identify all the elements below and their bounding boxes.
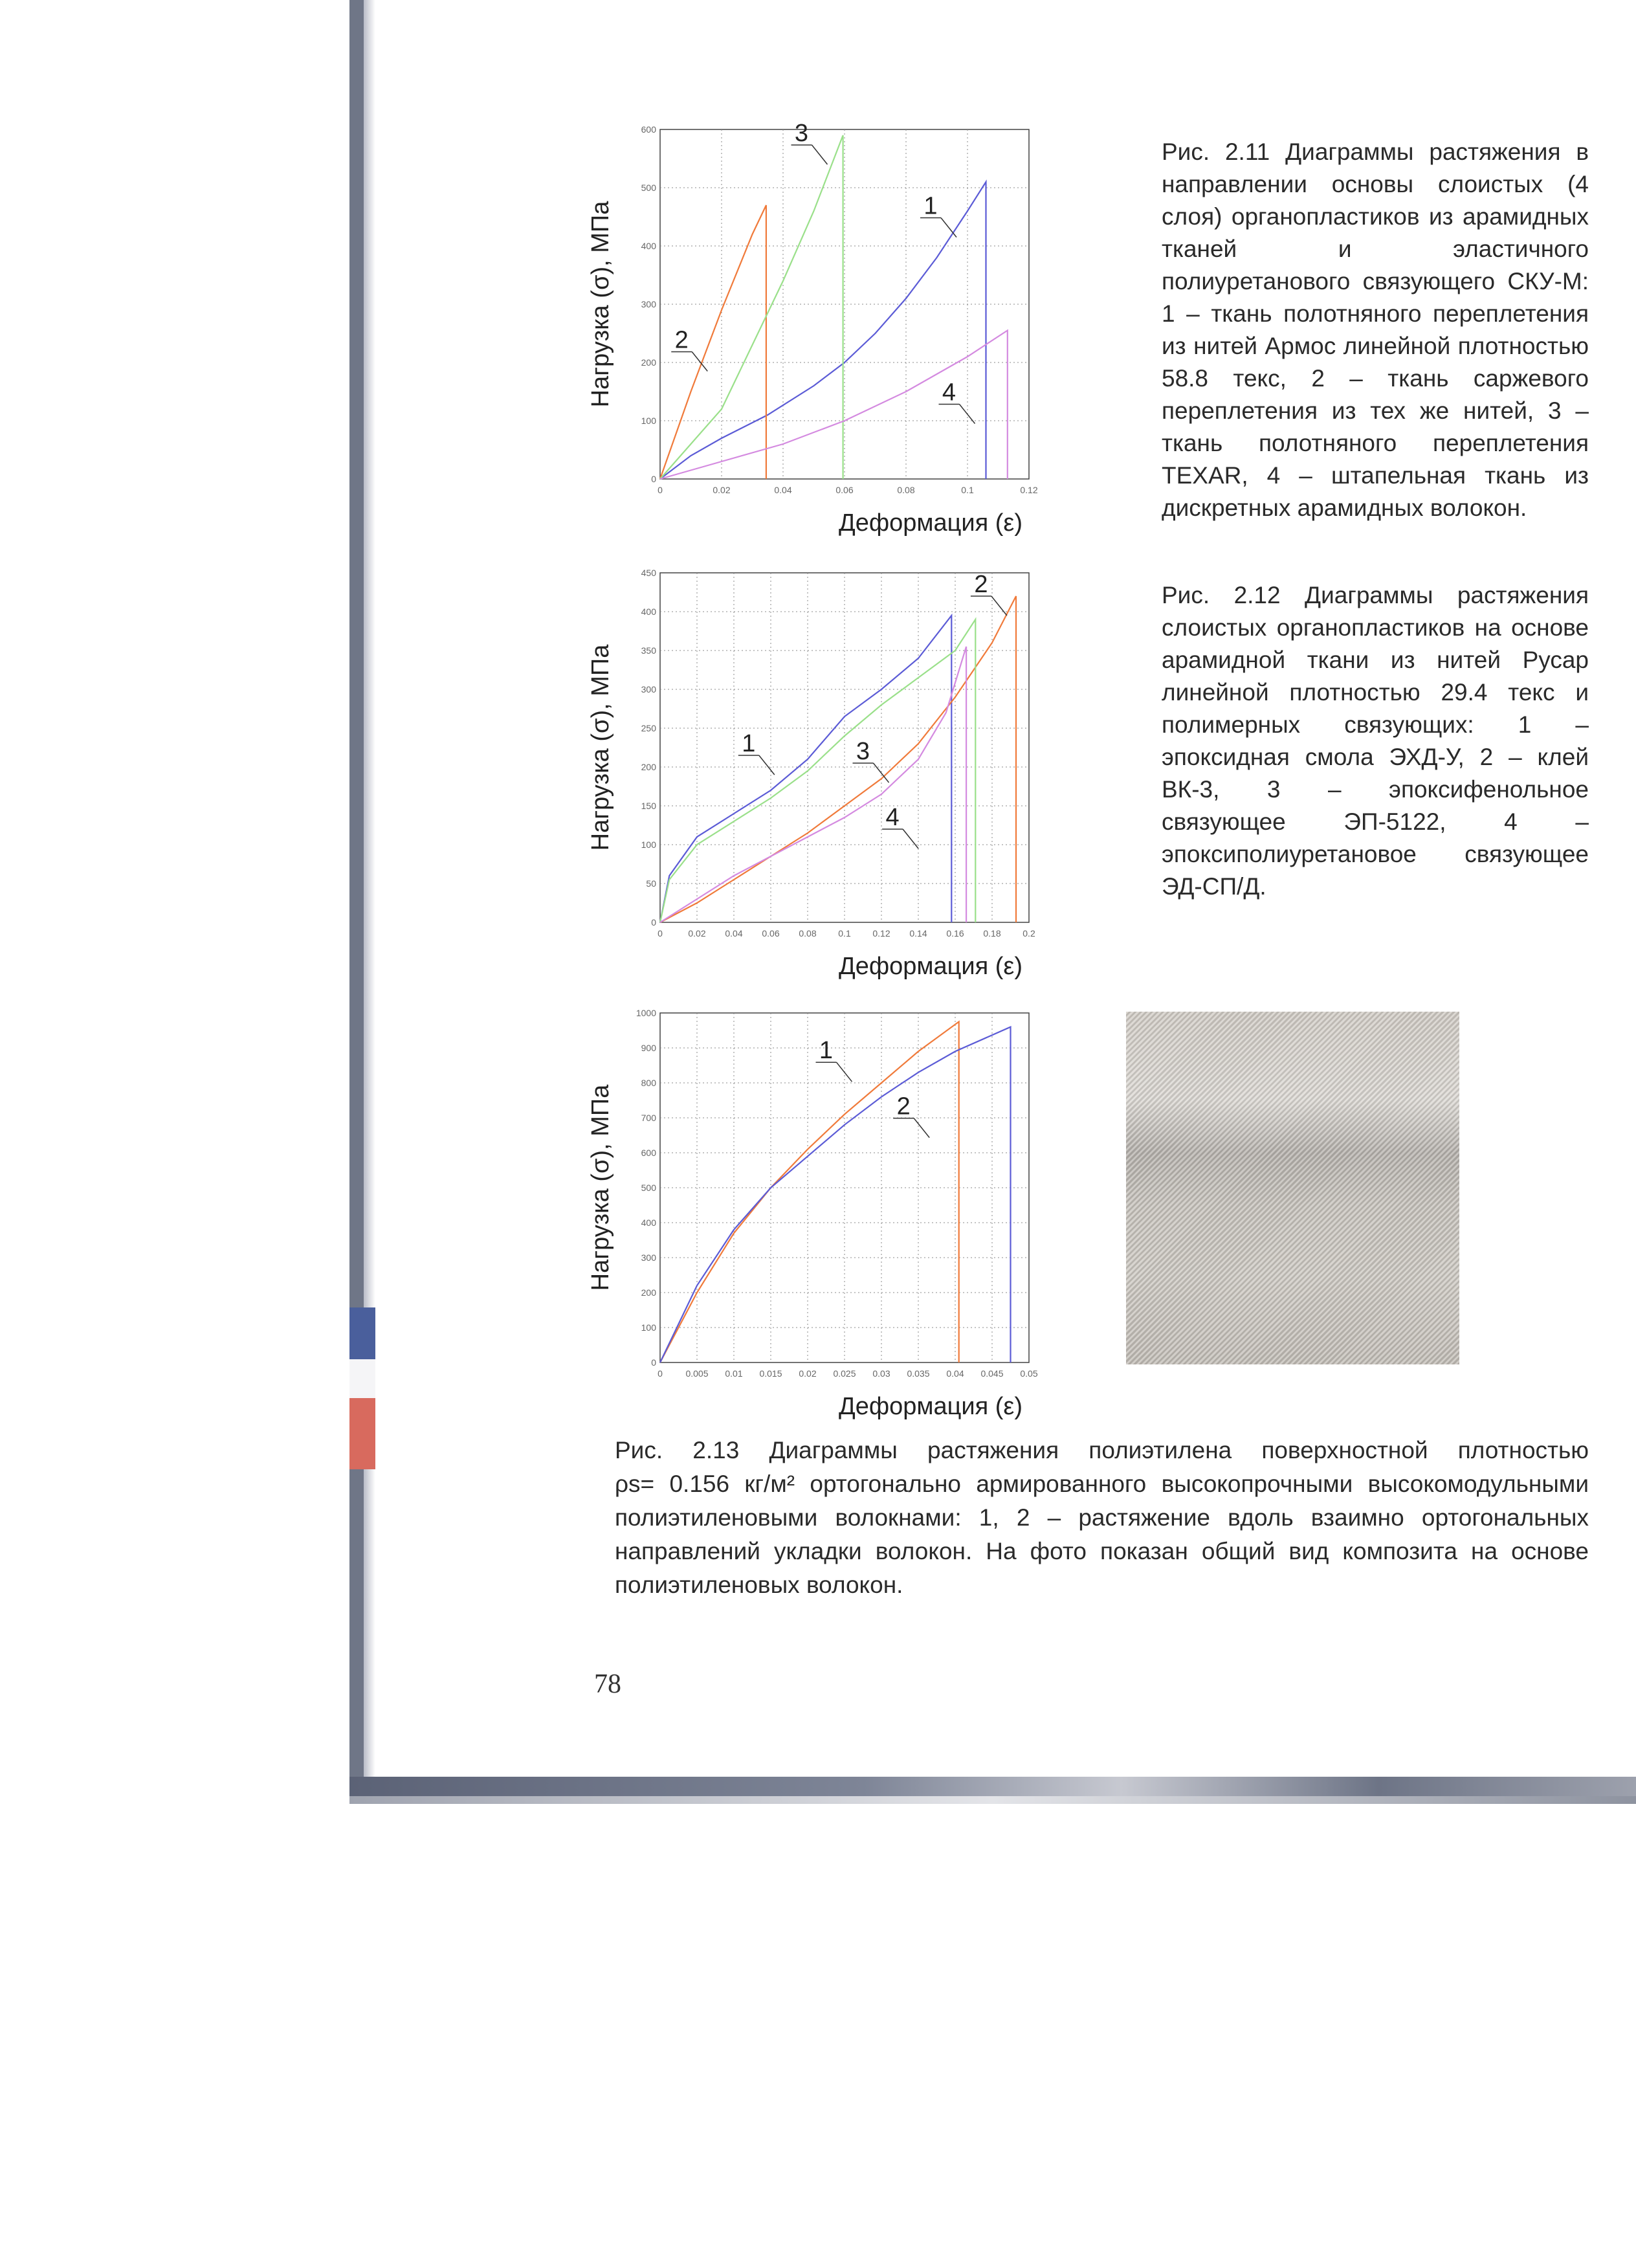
- y-tick-label: 600: [641, 124, 656, 135]
- x-tick-label: 0.005: [685, 1368, 709, 1379]
- x-axis-title: Деформация (ε): [838, 509, 1022, 537]
- y-tick-label: 400: [641, 1217, 656, 1228]
- figure-2-11-caption: [1162, 136, 1589, 524]
- curve-label-4: 4: [942, 379, 956, 406]
- x-tick-label: 0.18: [983, 928, 1001, 939]
- figure-2-13-caption-text: [615, 1434, 1589, 1602]
- figure-2-13-caption-part-b: ортогонально армированного высокопрочными высокомодульными полиэтиленовыми волокнами: 1, 2 – растяжение вдоль взаимно ортогональных направлений укладки волокон. На фото показан общий вид композита на основе полиэтиленовых волокон.: [615, 1471, 1589, 1598]
- curve-label-1: 1: [819, 1037, 834, 1065]
- spine-stripe-blue: [349, 1307, 375, 1359]
- page-number: 78: [594, 1669, 621, 1699]
- page-bottom-edge: [349, 1777, 1636, 1796]
- y-tick-label: 250: [641, 723, 656, 733]
- y-tick-label: 100: [641, 416, 656, 426]
- curve-label-1: 1: [742, 730, 756, 757]
- x-tick-label: 0.035: [907, 1368, 930, 1379]
- figure-2-11-svg: [569, 117, 1139, 557]
- curve-label-leader: [837, 1062, 852, 1082]
- series-line-4: [660, 647, 966, 922]
- curve-label-2: 2: [896, 1093, 911, 1120]
- x-tick-label: 0.12: [1020, 485, 1038, 495]
- spine-stripe-red: [349, 1398, 375, 1469]
- x-tick-label: 0.02: [688, 928, 706, 939]
- figure-2-12-chart: [569, 560, 1139, 1000]
- x-tick-label: 0.12: [872, 928, 890, 939]
- curve-label-leader: [991, 596, 1007, 616]
- y-tick-label: 350: [641, 645, 656, 656]
- y-tick-label: 1000: [636, 1008, 656, 1018]
- y-tick-label: 500: [641, 183, 656, 193]
- curve-label-1: 1: [923, 192, 938, 220]
- x-tick-label: 0.01: [725, 1368, 743, 1379]
- series-line-2: [660, 596, 1016, 922]
- y-tick-label: 0: [651, 917, 656, 928]
- x-axis-title: Деформация (ε): [838, 953, 1022, 980]
- curve-label-3: 3: [794, 120, 809, 147]
- curve-label-leader: [903, 829, 918, 849]
- y-tick-label: 0: [651, 474, 656, 484]
- book-spine: [349, 0, 364, 1799]
- y-tick-label: 200: [641, 357, 656, 368]
- x-tick-label: 0.02: [799, 1368, 817, 1379]
- x-tick-label: 0.08: [897, 485, 915, 495]
- y-axis-title: Нагрузка (σ), МПа: [587, 644, 614, 851]
- curve-label-leader: [914, 1118, 929, 1138]
- figure-2-11-caption-text: Рис. 2.11 Диаграммы растяжения в направлении основы слоистых (4 слоя) органопластиков из арамидных тканей и эластичного полиуретанового связующего СКУ-М: 1 – ткань полотняного переплетения из нитей Армос линейной плотностью 58.8 текс, 2 – ткань саржевого переплетения из тех же нитей, 3 – ткань полотняного переплетения TEXAR, 4 – штапельная ткань из дискретных арамидных волокон.: [1162, 139, 1589, 521]
- y-tick-label: 400: [641, 606, 656, 617]
- series-line-3: [660, 135, 843, 479]
- y-tick-label: 500: [641, 1183, 656, 1193]
- x-tick-label: 0.015: [759, 1368, 782, 1379]
- curve-label-4: 4: [885, 804, 900, 831]
- x-tick-label: 0.08: [799, 928, 817, 939]
- x-tick-label: 0.16: [946, 928, 964, 939]
- curve-label-2: 2: [974, 571, 988, 598]
- y-tick-label: 300: [641, 299, 656, 309]
- x-tick-label: 0.025: [833, 1368, 856, 1379]
- y-tick-label: 800: [641, 1078, 656, 1088]
- y-tick-label: 900: [641, 1043, 656, 1053]
- x-tick-label: 0.06: [762, 928, 780, 939]
- curve-label-leader: [759, 755, 775, 775]
- figure-2-13-density: ρs= 0.156 кг/м²: [615, 1471, 795, 1497]
- x-tick-label: 0.06: [835, 485, 854, 495]
- curve-label-3: 3: [856, 738, 870, 765]
- y-tick-label: 150: [641, 801, 656, 811]
- figure-2-13-caption-part-a: Рис. 2.13 Диаграммы растяжения полиэтилена поверхностной плотностью: [615, 1437, 1589, 1463]
- x-tick-label: 0.02: [713, 485, 731, 495]
- figure-2-13-chart: [569, 1000, 1139, 1440]
- x-axis-title: Деформация (ε): [838, 1393, 1022, 1420]
- x-tick-label: 0.14: [909, 928, 927, 939]
- series-line-2: [660, 1027, 1011, 1362]
- series-line-1: [660, 1022, 959, 1363]
- curve-label-leader: [941, 218, 956, 238]
- x-tick-label: 0: [658, 928, 663, 939]
- figure-2-12-svg: [569, 560, 1139, 1000]
- figure-2-11-chart: [569, 117, 1139, 557]
- y-tick-label: 400: [641, 241, 656, 251]
- y-axis-title: Нагрузка (σ), МПа: [587, 201, 614, 408]
- figure-2-13-caption: [615, 1434, 1589, 1602]
- y-tick-label: 700: [641, 1113, 656, 1123]
- y-tick-label: 0: [651, 1357, 656, 1368]
- y-tick-label: 200: [641, 762, 656, 772]
- y-tick-label: 450: [641, 568, 656, 578]
- figure-2-12-caption-text: Рис. 2.12 Диаграммы растяжения слоистых органопластиков на основе арамидной ткани из нитей Русар линейной плотностью 29.4 текс и полимерных связующих: 1 – эпоксидная смола ЭХД-У, 2 – клей ВК-3, 3 – эпоксифенольное связующее ЭП-5122, 4 – эпоксиполиуретановое связующее ЭД-СП/Д.: [1162, 582, 1589, 900]
- y-tick-label: 100: [641, 839, 656, 850]
- page-bottom-edge-shadow: [349, 1796, 1636, 1804]
- x-tick-label: 0: [658, 485, 663, 495]
- x-tick-label: 0.045: [980, 1368, 1004, 1379]
- y-tick-label: 300: [641, 1252, 656, 1263]
- x-tick-label: 0.04: [946, 1368, 964, 1379]
- figure-2-13-svg: [569, 1000, 1139, 1440]
- spine-stripe-white: [349, 1359, 375, 1398]
- y-tick-label: 50: [646, 878, 656, 889]
- y-tick-label: 300: [641, 684, 656, 695]
- series-line-1: [660, 182, 986, 479]
- composite-photo: [1126, 1012, 1459, 1364]
- spine-shadow: [364, 0, 375, 1799]
- y-tick-label: 200: [641, 1287, 656, 1298]
- y-tick-label: 100: [641, 1322, 656, 1333]
- y-tick-label: 600: [641, 1148, 656, 1158]
- x-tick-label: 0.1: [838, 928, 851, 939]
- x-tick-label: 0.05: [1020, 1368, 1038, 1379]
- curve-label-leader: [812, 145, 828, 164]
- figure-2-12-caption: [1162, 579, 1589, 903]
- x-tick-label: 0.04: [725, 928, 743, 939]
- x-tick-label: 0.03: [872, 1368, 890, 1379]
- x-tick-label: 0.2: [1022, 928, 1035, 939]
- x-tick-label: 0.1: [961, 485, 974, 495]
- curve-label-2: 2: [674, 326, 689, 354]
- series-line-3: [660, 619, 975, 922]
- y-axis-title: Нагрузка (σ), МПа: [587, 1084, 614, 1291]
- x-tick-label: 0: [658, 1368, 663, 1379]
- x-tick-label: 0.04: [774, 485, 792, 495]
